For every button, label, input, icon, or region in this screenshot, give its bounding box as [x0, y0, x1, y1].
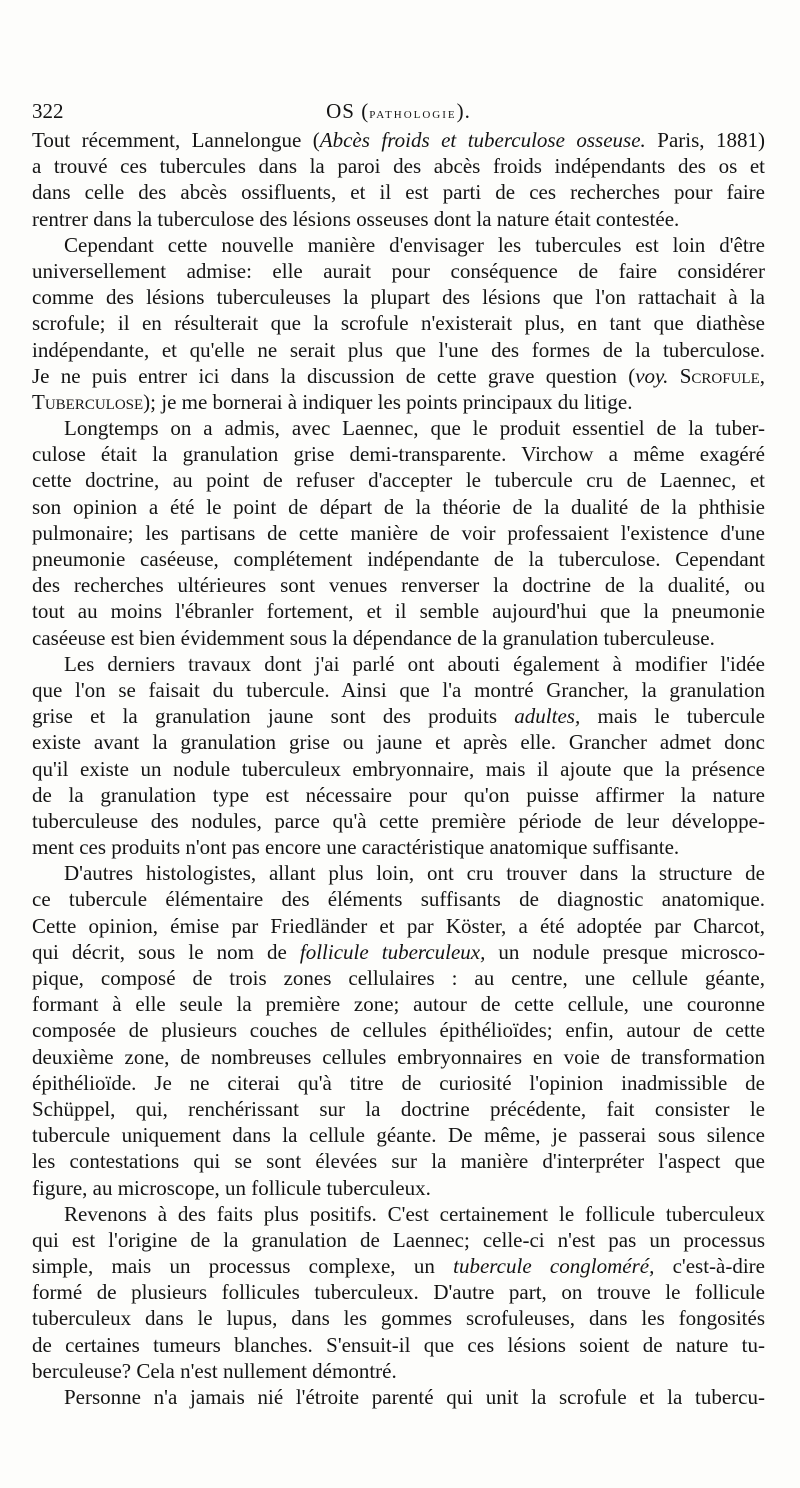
text-line: épithélioïde. Je ne citerai qu'à titre de curiosité l'opinion inadmissible de — [32, 1070, 765, 1095]
text-line: grise et la granulation jaune sont des produits adultes, mais le tubercule — [32, 704, 765, 729]
text-line: de la granulation type est nécessaire pour qu'on puisse affirmer la nature — [32, 782, 765, 807]
running-title-end: ). — [456, 99, 471, 123]
text-line: cette doctrine, au point de refuser d'accepter le tubercule cru de Laennec, et — [32, 468, 765, 493]
text-line: figure, au microscope, un follicule tuberculeux. — [32, 1175, 431, 1200]
text-line: deuxième zone, de nombreuses cellules embryonnaires en voie de transformation — [32, 1044, 765, 1069]
text-line: son opinion a été le point de départ de la théorie de la dualité de la phthisie — [32, 494, 765, 519]
paragraph — [32, 1201, 765, 1384]
text-line: de certaines tumeurs blanches. S'ensuit-il que ces lésions soient de nature tu- — [32, 1332, 765, 1357]
text-line: Cette opinion, émise par Friedländer et par Köster, a été adoptée par Charcot, — [32, 913, 765, 938]
text-line: caséeuse est bien évidemment sous la dépendance de la granulation tuberculeuse. — [32, 625, 715, 650]
paragraph — [32, 232, 765, 415]
text-line: tubercule uniquement dans la cellule géante. De même, je passerai sous silence — [32, 1123, 765, 1148]
text-line: les contestations qui se sont élevées sur la manière d'interpréter l'aspect que — [32, 1149, 765, 1174]
text-line: que l'on se faisait du tubercule. Ainsi que l'a montré Grancher, la granulation — [32, 677, 765, 702]
text-line: formant à elle seule la première zone; autour de cette cellule, une couronne — [32, 992, 765, 1017]
text-line: ce tubercule élémentaire des éléments suffisants de diagnostic anatomique. — [32, 887, 765, 912]
running-title-main: OS ( — [326, 99, 370, 123]
text-line: formé de plusieurs follicules tuberculeux. D'autre part, on trouve le follicule — [32, 1280, 765, 1305]
text-line: rentrer dans la tuberculose des lésions osseuses dont la nature était contestée. — [32, 206, 680, 231]
text-line: Je ne puis entrer ici dans la discussion de cette grave question (voy. Scrofule, — [32, 363, 766, 388]
text-line: Personne n'a jamais nié l'étroite parenté qui unit la scrofule et la tubercu- — [64, 1385, 765, 1409]
running-title — [32, 98, 765, 127]
text-line: Cependant cette nouvelle manière d'envisager les tubercules est loin d'être — [64, 232, 765, 257]
paragraph — [32, 127, 765, 232]
text-line: berculeuse? Cela n'est nullement démontré. — [32, 1358, 397, 1383]
text-line: Schüppel, qui, renchérissant sur la doctrine précédente, fait consister le — [32, 1096, 765, 1121]
text-line: Revenons à des faits plus positifs. C'est certainement le follicule tuberculeux — [64, 1201, 765, 1226]
text-line: qu'il existe un nodule tuberculeux embryonnaire, mais il ajoute que la présence — [32, 756, 765, 781]
paragraph — [32, 415, 765, 651]
text-line: universellement admise: elle aurait pour conséquence de faire considérer — [32, 258, 765, 283]
paragraph — [32, 860, 765, 1200]
text-line: ment ces produits n'ont pas encore une caractéristique anatomique suffisante. — [32, 835, 680, 860]
text-line: des recherches ultérieures sont venues renverser la doctrine de la dualité, ou — [32, 573, 765, 598]
paragraph — [32, 1384, 765, 1410]
running-title-smallcaps: pathologie — [369, 106, 457, 122]
text-line: dans celle des abcès ossifluents, et il est parti de ces recherches pour faire — [32, 180, 765, 205]
text-line: simple, mais un processus complexe, un tubercule congloméré, c'est-à-dire — [32, 1254, 765, 1279]
text-line: comme des lésions tuberculeuses la plupart des lésions que l'on rattachait à la — [32, 285, 765, 310]
text-line: qui est l'origine de la granulation de Laennec; celle-ci n'est pas un processus — [32, 1227, 765, 1252]
paragraph — [32, 651, 765, 861]
text-line: pneumonie caséeuse, complétement indépendante de la tuberculose. Cependant — [32, 547, 765, 571]
text-line: culose était la granulation grise demi-transparente. Virchow a même exagéré — [32, 442, 765, 467]
page-number: 322 — [32, 99, 64, 123]
text-line: tuberculeux dans le lupus, dans les gommes scrofuleuses, dans les fongosités — [32, 1306, 765, 1331]
text-line: pique, composé de trois zones cellulaires : au centre, une cellule géante, — [32, 966, 765, 990]
text-line: tuberculeuse des nodules, parce qu'à cette première période de leur développe- — [32, 808, 765, 833]
text-line: Longtemps on a admis, avec Laennec, que le produit essentiel de la tuber- — [64, 416, 765, 441]
text-line: Tout récemment, Lannelongue (Abcès froids et tuberculose osseuse. Paris, 1881) — [32, 128, 766, 152]
text-line: indépendante, et qu'elle ne serait plus que l'une des formes de la tuberculose. — [32, 337, 765, 362]
text-line: pulmonaire; les partisans de cette manière de voir professaient l'existence d'une — [32, 520, 765, 545]
text-line: existe avant la granulation grise ou jaune et après elle. Grancher admet donc — [32, 730, 765, 755]
text-line: qui décrit, sous le nom de follicule tuberculeux, un nodule presque microsco- — [32, 939, 765, 964]
text-line: Les derniers travaux dont j'ai parlé ont abouti également à modifier l'idée — [64, 651, 765, 676]
text-line: tout au moins l'ébranler fortement, et il semble aujourd'hui que la pneumonie — [32, 599, 765, 624]
text-line: a trouvé ces tubercules dans la paroi des abcès froids indépendants des os et — [32, 154, 765, 179]
text-line: composée de plusieurs couches de cellules épithélioïdes; enfin, autour de cette — [32, 1018, 765, 1043]
page-header — [32, 98, 765, 124]
text-line: scrofule; il en résulterait que la scrofule n'existerait plus, en tant que diathèse — [32, 311, 765, 336]
text-line: D'autres histologistes, allant plus loin, ont cru trouver dans la structure de — [64, 861, 765, 886]
text-line: Tuberculose); je me bornerai à indiquer les points principaux du litige. — [32, 389, 633, 414]
body-text — [32, 127, 765, 1410]
